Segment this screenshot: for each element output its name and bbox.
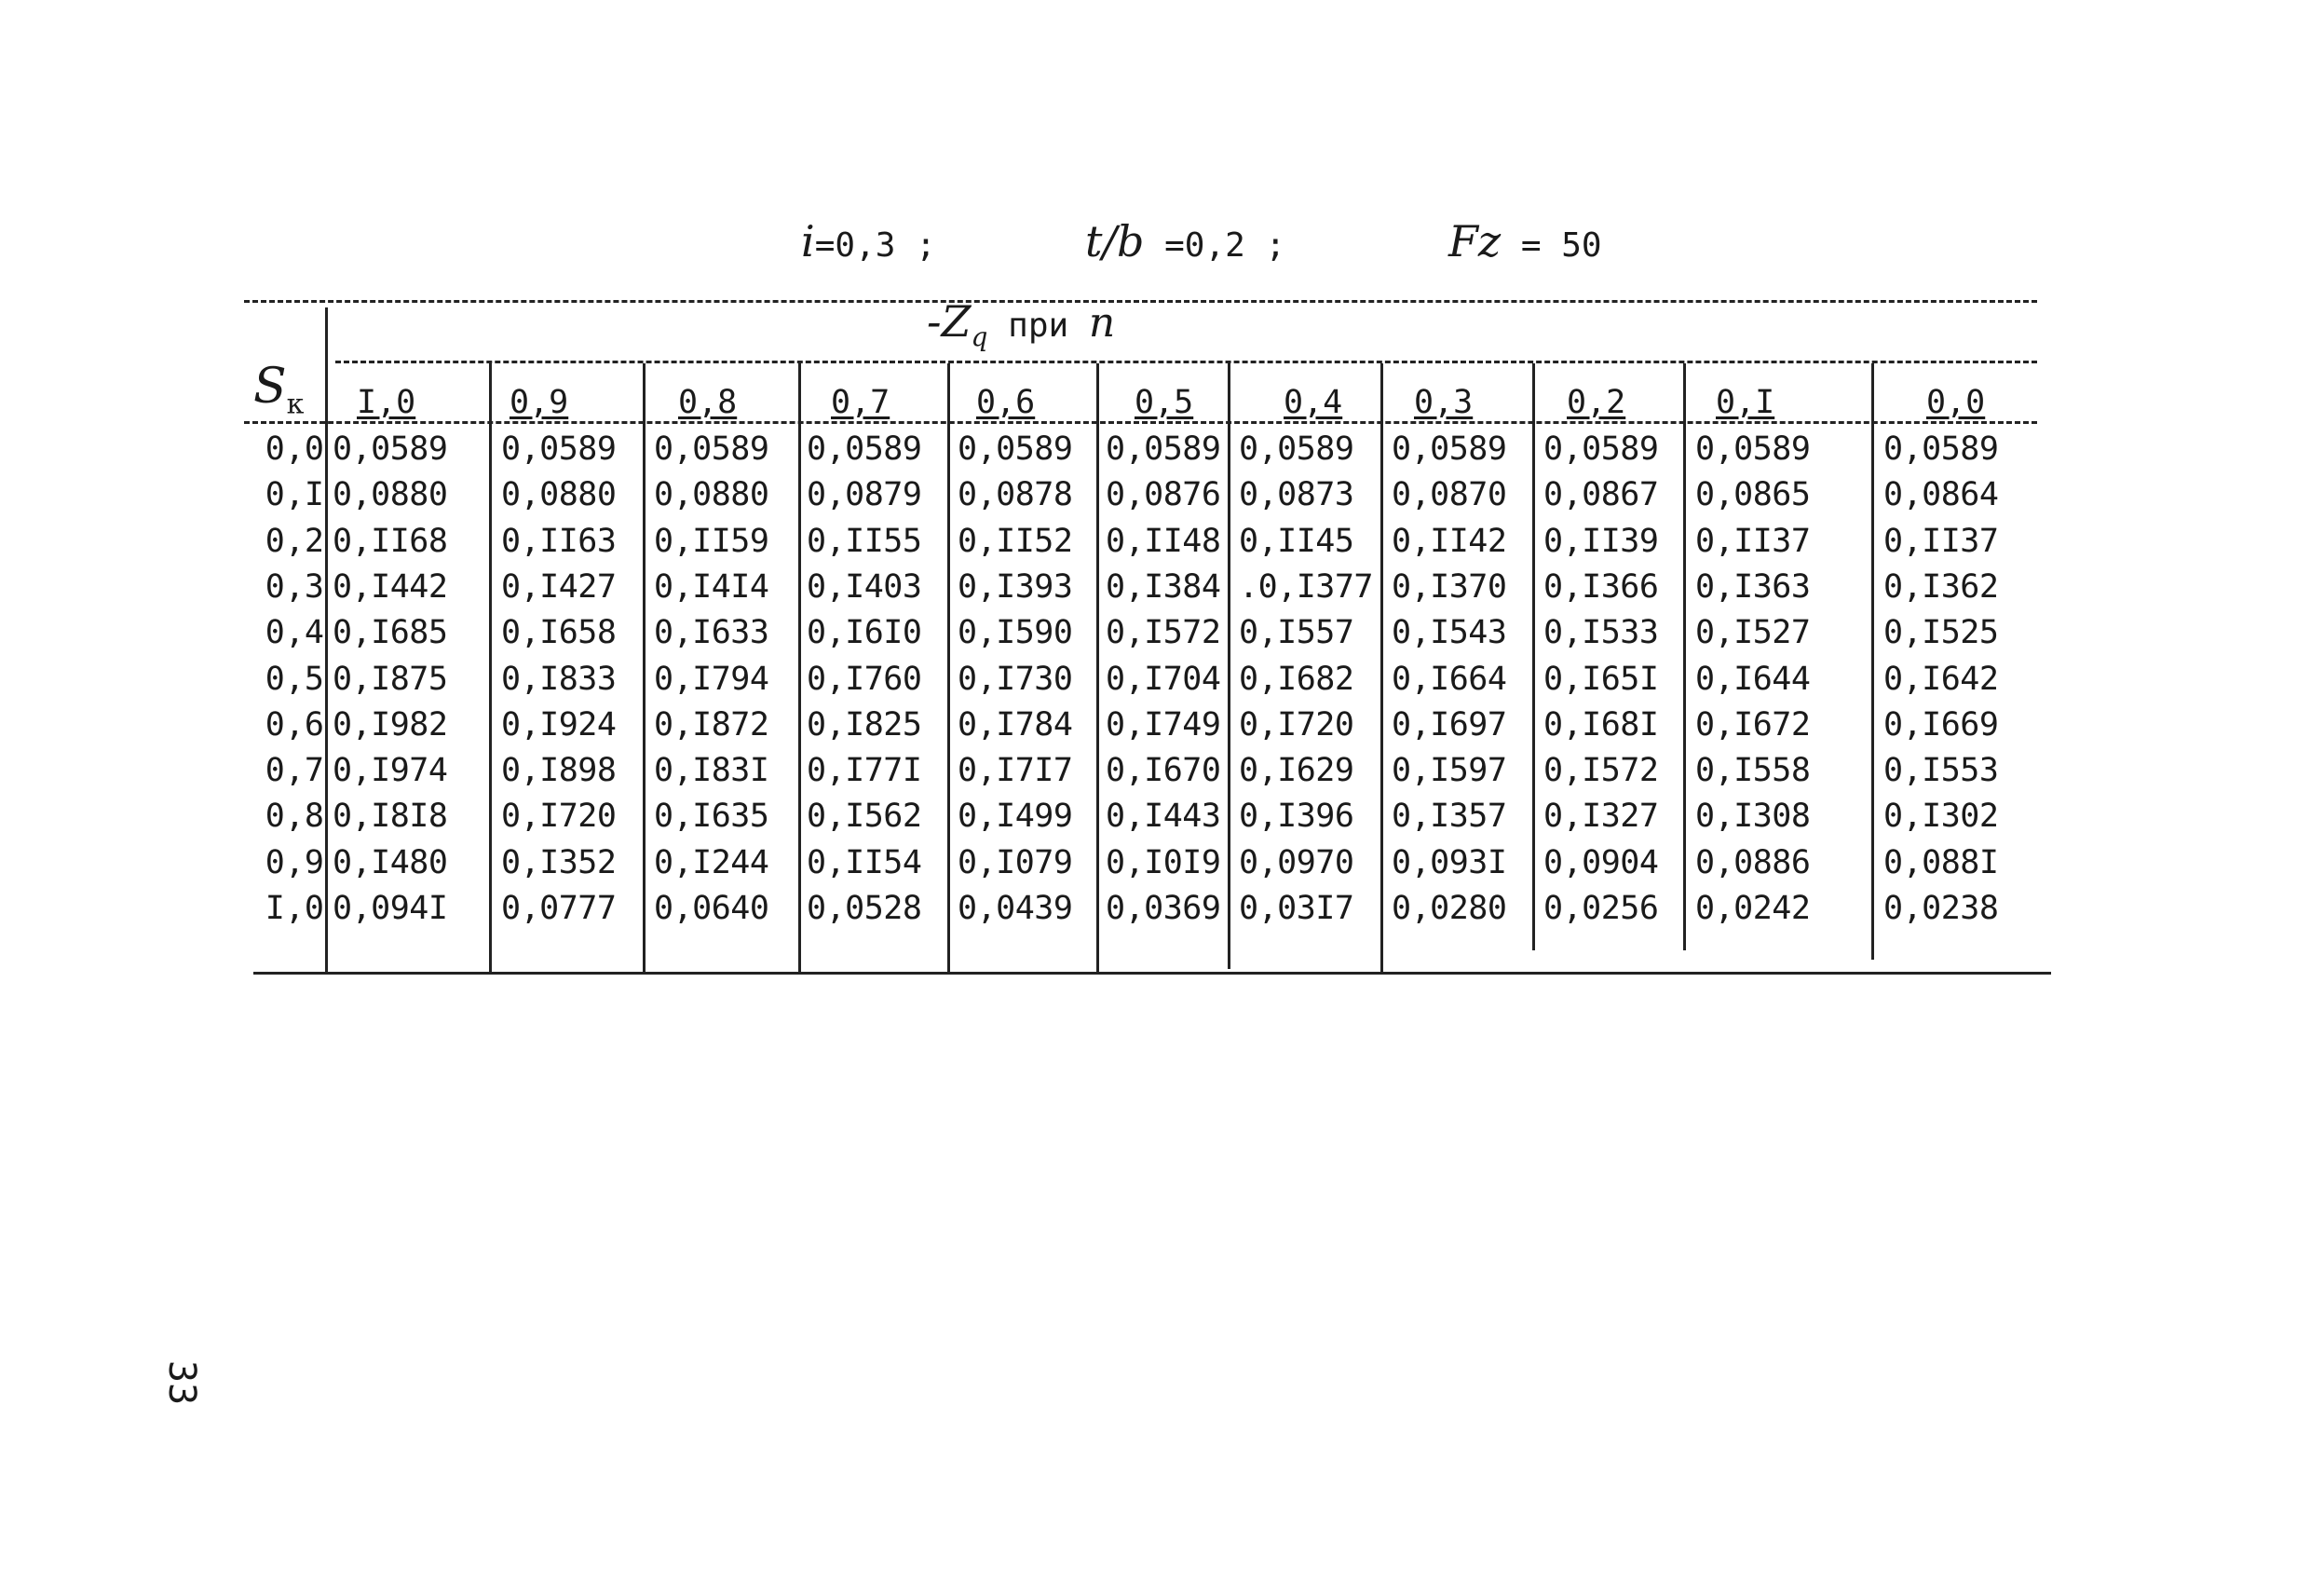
table-cell: 0,I590 [958,614,1073,652]
table-cell: 0,0589 [1543,430,1659,468]
top-rule [244,300,2037,303]
column-header: 0,8 [678,384,738,421]
table-cell: 0,I825 [807,705,922,744]
table-cell: 0,II45 [1239,522,1354,560]
table-cell: 0,II52 [958,522,1073,560]
column-header: I,0 [357,384,416,421]
table-cell: 0,0256 [1543,890,1659,927]
table-cell: 0,093I [1392,843,1507,881]
col-divider [1228,363,1230,969]
table-cell: 0,I363 [1695,567,1811,606]
table-cell: 0,I362 [1883,567,1999,606]
table-cell: 0,0970 [1239,843,1354,881]
table-cell: 0,I533 [1543,614,1659,652]
table-cell: 0,I553 [1883,752,1999,790]
table-cell: 0,I393 [958,567,1073,606]
table-cell: 0,I924 [501,705,617,744]
table-cell: 0,I427 [501,567,617,606]
table-cell: 0,0589 [501,430,617,468]
col-divider [1683,363,1686,950]
table-cell: 0,I704 [1106,660,1221,698]
param-i: i=0,3 ; [801,216,936,266]
table-cell: 0,I633 [654,614,769,652]
table-cell: 0,I244 [654,843,769,881]
table-cell: 0,I443 [1106,798,1221,836]
table-cell: 0,I629 [1239,752,1354,790]
row-label: 0,8 [265,798,324,836]
table-cell: 0,0886 [1695,843,1811,881]
table-cell: 0,II54 [807,843,922,881]
table-cell: 0,II55 [807,522,922,560]
row-label: 0,I [265,476,324,514]
table-cell: 0,I685 [333,614,448,652]
table-cell: 0,0864 [1883,476,1999,514]
table-cell: 0,I597 [1392,752,1507,790]
table-cell: 0,I396 [1239,798,1354,836]
column-header: 0,I [1716,384,1775,421]
param-t-over-b: t/b =0,2 ; [1085,216,1286,266]
table-cell: 0,0242 [1695,890,1811,927]
table-cell: 0,094I [333,890,448,927]
table-cell: 0,II42 [1392,522,1507,560]
column-header: 0,0 [1926,384,1986,421]
table-cell: 0,I898 [501,752,617,790]
table-cell: 0,I697 [1392,705,1507,744]
column-header: 0,9 [510,384,569,421]
table-cell: 0,088I [1883,843,1999,881]
table-cell: 0,I83I [654,752,769,790]
table-cell: 0,II37 [1695,522,1811,560]
table-cell: 0,I669 [1883,705,1999,744]
table-cell: 0,0369 [1106,890,1221,927]
table-cell: 0,I562 [807,798,922,836]
table-cell: 0,0777 [501,890,617,927]
col-divider [947,363,950,974]
row-label: 0,6 [265,705,324,744]
row-label: 0,5 [265,660,324,698]
table-cell: 0,I65I [1543,660,1659,698]
row-label-divider [325,307,328,974]
row-label: 0,7 [265,752,324,790]
col-divider [489,363,492,974]
table-cell: 0,0589 [1883,430,1999,468]
parameters-line [0,216,2324,272]
table-cell: 0,I672 [1695,705,1811,744]
table-cell: 0,I833 [501,660,617,698]
table-cell: 0,0640 [654,890,769,927]
table-cell: 0,I8I8 [333,798,448,836]
table-cell: 0,0589 [1106,430,1221,468]
col-divider [798,363,801,974]
table-cell: 0,I658 [501,614,617,652]
table-cell: 0,0589 [654,430,769,468]
col-divider [1096,363,1099,974]
table-cell: 0,II48 [1106,522,1221,560]
table-cell: 0,I079 [958,843,1073,881]
table-cell: 0,I784 [958,705,1073,744]
table-cell: 0,0880 [654,476,769,514]
column-header: 0,3 [1414,384,1474,421]
table-cell: 0,I749 [1106,705,1221,744]
table-cell: 0,I357 [1392,798,1507,836]
table-cell: 0,0589 [333,430,448,468]
column-header: 0,2 [1567,384,1626,421]
col-divider [1532,363,1535,950]
table-cell: 0,0528 [807,890,922,927]
table-cell: 0,I4I4 [654,567,769,606]
table-cell: 0,I525 [1883,614,1999,652]
page-number: 33 [160,1360,203,1406]
table-cell: 0,I794 [654,660,769,698]
table-cell: 0,II59 [654,522,769,560]
table-cell: 0,I642 [1883,660,1999,698]
table-cell: .0,I377 [1239,567,1374,606]
table-cell: 0,0865 [1695,476,1811,514]
table-cell: 0,II68 [333,522,448,560]
header-bottom-rule [244,421,2037,424]
table-cell: 0,0439 [958,890,1073,927]
table-cell: 0,I730 [958,660,1073,698]
param-fz: Fz = 50 [1448,216,1602,266]
table-cell: 0,I6I0 [807,614,922,652]
table-cell: 0,I384 [1106,567,1221,606]
row-label: 0,3 [265,567,324,606]
table-cell: 0,I875 [333,660,448,698]
table-cell: 0,03I7 [1239,890,1354,927]
table-cell: 0,I572 [1106,614,1221,652]
table-cell: 0,I982 [333,705,448,744]
row-label: 0,9 [265,843,324,881]
row-label: 0,2 [265,522,324,560]
column-header: 0,5 [1135,384,1194,421]
table-cell: 0,0876 [1106,476,1221,514]
table-cell: 0,I527 [1695,614,1811,652]
table-cell: 0,II37 [1883,522,1999,560]
table-cell: 0,II63 [501,522,617,560]
table-bottom-rule [253,972,2051,975]
table-cell: 0,I720 [1239,705,1354,744]
table-cell: 0,0589 [807,430,922,468]
table-cell: 0,I308 [1695,798,1811,836]
table-cell: 0,I644 [1695,660,1811,698]
table-cell: 0,I670 [1106,752,1221,790]
table-cell: 0,I327 [1543,798,1659,836]
table-cell: 0,I872 [654,705,769,744]
table-cell: 0,I557 [1239,614,1354,652]
table-cell: 0,I352 [501,843,617,881]
col-divider [1380,363,1383,974]
table-cell: 0,I442 [333,567,448,606]
column-header: 0,6 [976,384,1036,421]
column-header: 0,4 [1284,384,1343,421]
table-cell: 0,0873 [1239,476,1354,514]
table-cell: 0,I974 [333,752,448,790]
table-cell: 0,0880 [333,476,448,514]
table-cell: 0,I480 [333,843,448,881]
table-cell: 0,II39 [1543,522,1659,560]
row-label: 0,4 [265,614,324,652]
table-cell: 0,0280 [1392,890,1507,927]
table-cell: 0,I68I [1543,705,1659,744]
table-cell: 0,I682 [1239,660,1354,698]
table-cell: 0,0904 [1543,843,1659,881]
row-label: 0,0 [265,430,324,468]
table-cell: 0,I572 [1543,752,1659,790]
col-divider [1871,363,1874,960]
table-cell: 0,I558 [1695,752,1811,790]
table-cell: 0,I77I [807,752,922,790]
table-cell: 0,0589 [1695,430,1811,468]
table-cell: 0,I664 [1392,660,1507,698]
row-group-header: $S_к$ [253,359,305,421]
table-cell: 0,I543 [1392,614,1507,652]
table-cell: 0,0879 [807,476,922,514]
table-cell: 0,I499 [958,798,1073,836]
table-cell: 0,0878 [958,476,1073,514]
table-cell: 0,0880 [501,476,617,514]
table-cell: 0,I366 [1543,567,1659,606]
table-cell: 0,0867 [1543,476,1659,514]
table-cell: 0,I635 [654,798,769,836]
col-divider [643,363,646,974]
table-cell: 0,I370 [1392,567,1507,606]
row-label: I,0 [265,890,324,927]
column-header: 0,7 [831,384,890,421]
table-cell: 0,I403 [807,567,922,606]
table-cell: 0,0589 [1239,430,1354,468]
table-cell: 0,I760 [807,660,922,698]
table-cell: 0,I302 [1883,798,1999,836]
table-cell: 0,0589 [958,430,1073,468]
table-cell: 0,I7I7 [958,752,1073,790]
table-cell: 0,0870 [1392,476,1507,514]
column-group-header: $-Z_q$ при n [927,296,1116,353]
table-cell: 0,0238 [1883,890,1999,927]
table-cell: 0,0589 [1392,430,1507,468]
table-cell: 0,I720 [501,798,617,836]
table-cell: 0,I0I9 [1106,843,1221,881]
subheader-rule [335,361,2037,363]
